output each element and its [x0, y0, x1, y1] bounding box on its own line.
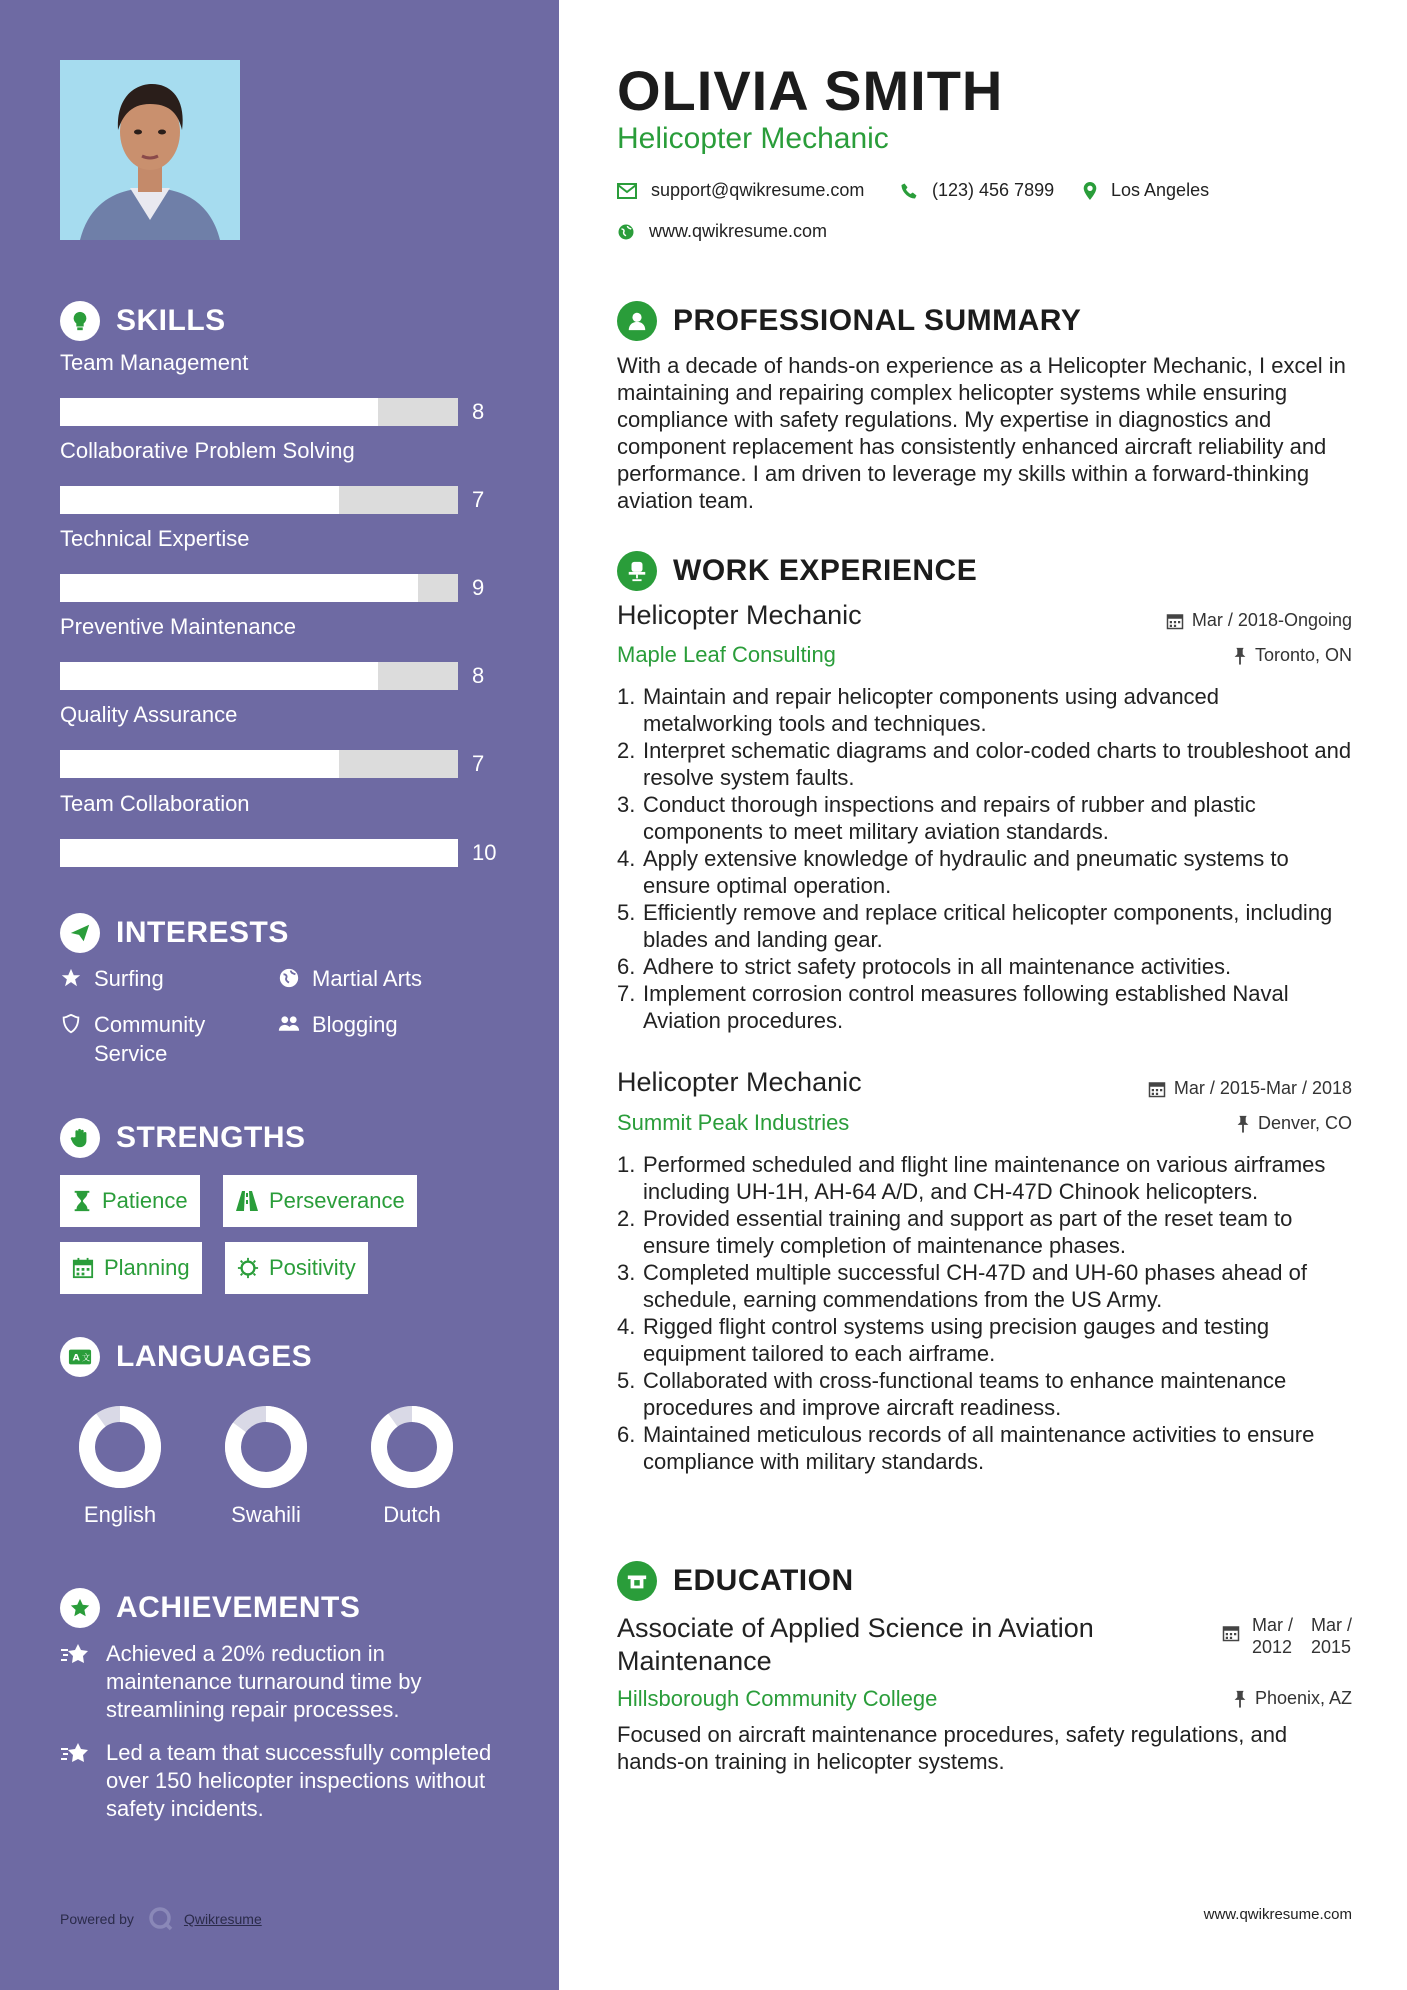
job-bullet — [617, 899, 1352, 953]
star-burst-icon — [60, 1741, 90, 1823]
language-name: Swahili — [231, 1502, 301, 1527]
bullet-text: Performed scheduled and flight line maintenance on various airframes including UH-1H, AH-64 A/D, and CH-47D Chinook helicopters. — [643, 1152, 1326, 1204]
education-header — [617, 1560, 854, 1602]
skill-bar — [60, 839, 458, 867]
skill-bar — [60, 486, 458, 514]
skill-name: Technical Expertise — [60, 526, 250, 551]
job-bullet — [617, 845, 1352, 899]
bullet-number: 6. — [617, 954, 636, 979]
skill-level: 7 — [472, 751, 485, 776]
job-bullet — [617, 737, 1352, 791]
job-bullet — [617, 953, 1352, 980]
bullet-text: Completed multiple successful CH-47D and UH-60 phases ahead of schedule, earning commendations from the US Army. — [643, 1260, 1308, 1312]
job-bullet — [617, 1259, 1352, 1313]
language-name: Dutch — [383, 1502, 441, 1527]
powered-by-label: Powered by — [60, 1911, 134, 1927]
hand-icon — [60, 1118, 100, 1158]
candidate-role: Helicopter Mechanic — [617, 122, 889, 155]
bullet-text: Apply extensive knowledge of hydraulic and pneumatic systems to ensure optimal operation. — [643, 846, 1289, 898]
bullet-text: Rigged flight control systems using precision gauges and testing equipment tailored to each airframe. — [643, 1314, 1270, 1366]
skill-level: 8 — [472, 399, 485, 424]
skill-bar-fill — [60, 398, 378, 426]
summary-text: With a decade of hands-on experience as a Helicopter Mechanic, I excel in maintaining and repairing complex helicopter systems while ensuring compliance with safety regulations. My expertise in diagnostics and component replacement has consistently enhanced aircraft reliability and performance. I am driven to leverage my skills within a forward-thinking aviation team. — [617, 353, 1346, 513]
star-icon — [60, 967, 82, 989]
strengths-header — [60, 1117, 306, 1159]
globe-icon — [278, 967, 300, 989]
skill-name: Quality Assurance — [60, 702, 238, 727]
bullet-number: 4. — [617, 846, 636, 871]
calendar-icon — [1148, 1080, 1166, 1098]
skill-item — [60, 350, 520, 424]
contact-email[interactable] — [617, 180, 864, 201]
svg-text:A: A — [72, 1352, 80, 1364]
skill-bar — [60, 662, 458, 690]
email-text: support@qwikresume.com — [651, 180, 865, 200]
svg-text:文: 文 — [81, 1352, 91, 1363]
bullet-text: Adhere to strict safety protocols in all maintenance activities. — [643, 954, 1232, 979]
skills-title: SKILLS — [116, 304, 226, 337]
bullet-number: 1. — [617, 1152, 636, 1177]
qwikresume-logo-icon — [148, 1906, 174, 1932]
job-dates — [1166, 610, 1352, 631]
job-dates-text: Mar / 2015-Mar / 2018 — [1173, 1078, 1352, 1098]
job-company: Maple Leaf Consulting — [617, 642, 836, 667]
job-dates-text: Mar / 2018-Ongoing — [1191, 610, 1352, 630]
skill-bar-fill — [60, 839, 458, 867]
bullet-text: Conduct thorough inspections and repairs of rubber and plastic components to meet military aviation standards. — [643, 792, 1256, 844]
skill-bar-fill — [60, 662, 378, 690]
skill-bar — [60, 574, 458, 602]
education-title: EDUCATION — [673, 1564, 854, 1597]
education-end — [1311, 1614, 1352, 1658]
bullet-number: 4. — [617, 1314, 636, 1339]
bullet-number: 2. — [617, 1206, 636, 1231]
qwikresume-link[interactable]: Qwikresume — [183, 1911, 262, 1927]
languages-header — [60, 1336, 312, 1378]
website-text: www.qwikresume.com — [649, 221, 828, 241]
strength-label: Positivity — [269, 1255, 356, 1280]
language-ring — [367, 1402, 457, 1492]
job-bullet — [617, 791, 1352, 845]
strength-badge — [225, 1242, 368, 1294]
end-year: 2015 — [1310, 1637, 1352, 1657]
language-ring — [75, 1402, 165, 1492]
job-bullet — [617, 1151, 1352, 1205]
education-start — [1252, 1614, 1293, 1658]
languages-title: LANGUAGES — [116, 1340, 313, 1373]
bullet-text: Efficiently remove and replace critical helicopter components, including blades and landing gear. — [643, 900, 1333, 952]
bullet-number: 1. — [617, 684, 636, 709]
start-year: 2012 — [1251, 1637, 1293, 1657]
interests-header — [60, 912, 289, 954]
graduation-icon — [617, 1561, 657, 1601]
interest-item — [278, 1010, 398, 1039]
users-icon — [278, 1013, 300, 1035]
job-bullet — [617, 1367, 1352, 1421]
envelope-icon — [617, 183, 637, 199]
language-icon — [60, 1337, 100, 1377]
education-dates — [1222, 1614, 1352, 1658]
language-item — [206, 1402, 326, 1528]
job-location-text: Denver, CO — [1257, 1113, 1352, 1133]
profile-photo — [60, 60, 240, 240]
bullet-number: 6. — [617, 1422, 636, 1447]
job-dates — [1148, 1078, 1352, 1099]
end-month: Mar / — [1310, 1615, 1352, 1635]
calendar-icon — [1166, 612, 1184, 630]
summary-header — [617, 300, 1081, 342]
contact-phone[interactable] — [900, 180, 1054, 201]
school-name: Hillsborough Community College — [617, 1686, 938, 1711]
strength-badge — [60, 1242, 202, 1294]
skill-name: Team Management — [60, 350, 249, 375]
summary-title: PROFESSIONAL SUMMARY — [673, 304, 1082, 337]
sidebar — [0, 0, 559, 1990]
job-bullet-list — [617, 683, 1352, 1034]
strength-label: Patience — [102, 1188, 188, 1213]
job-location — [1233, 645, 1352, 666]
language-name: English — [83, 1502, 157, 1527]
bullet-number: 7. — [617, 981, 636, 1006]
skill-level: 10 — [472, 840, 497, 865]
interest-label: Martial Arts — [312, 966, 423, 991]
experience-header — [617, 550, 977, 592]
skill-bar — [60, 398, 458, 426]
bullet-text: Interpret schematic diagrams and color-coded charts to troubleshoot and resolve system faults. — [643, 738, 1352, 790]
portrait-image — [60, 60, 240, 240]
degree-line: Associate of Applied Science in Aviation — [617, 1613, 1094, 1643]
phone-icon — [900, 182, 918, 200]
achievement-item — [60, 1640, 500, 1724]
road-icon — [235, 1190, 259, 1212]
calendar-icon — [1222, 1624, 1240, 1642]
achievements-title: ACHIEVEMENTS — [116, 1591, 361, 1624]
strength-label: Planning — [104, 1255, 190, 1280]
skill-name: Team Collaboration — [60, 791, 250, 816]
language-item — [352, 1402, 472, 1528]
skill-name: Preventive Maintenance — [60, 614, 297, 639]
lightbulb-icon — [60, 301, 100, 341]
job-bullet-list — [617, 1151, 1352, 1475]
experience-title: WORK EXPERIENCE — [673, 554, 978, 587]
job-bullet — [617, 683, 1352, 737]
degree-line: Maintenance — [617, 1646, 772, 1676]
job-bullet — [617, 1205, 1352, 1259]
bullet-text: Provided essential training and support as part of the reset team to ensure timely completion of maintenance phases. — [643, 1206, 1293, 1258]
strength-badge — [60, 1175, 200, 1227]
location-text: Los Angeles — [1111, 180, 1210, 200]
bullet-number: 3. — [617, 1260, 636, 1285]
job-location — [1236, 1113, 1352, 1134]
candidate-name: OLIVIA SMITH — [617, 59, 1004, 122]
job-bullet — [617, 1421, 1352, 1475]
map-pin-icon — [1083, 182, 1097, 200]
calendar-icon — [72, 1257, 94, 1279]
skills-header — [60, 300, 226, 342]
start-month: Mar / — [1251, 1615, 1293, 1635]
degree-title — [617, 1612, 1094, 1678]
job-title: Helicopter Mechanic — [617, 1067, 862, 1097]
paper-plane-icon — [60, 913, 100, 953]
skill-bar-fill — [60, 750, 339, 778]
phone-text: (123) 456 7899 — [932, 180, 1055, 200]
bullet-text: Maintained meticulous records of all maintenance activities to ensure compliance with military standards. — [643, 1422, 1315, 1474]
strengths-title: STRENGTHS — [116, 1121, 306, 1154]
job-bullet — [617, 980, 1352, 1034]
bullet-number: 5. — [617, 1368, 636, 1393]
pin-icon — [1233, 647, 1247, 665]
achievements-header — [60, 1587, 360, 1629]
skill-item — [60, 614, 520, 688]
skill-bar-fill — [60, 574, 418, 602]
interest-label: Surfing — [94, 966, 164, 991]
skill-item — [60, 526, 520, 600]
bullet-number: 3. — [617, 792, 636, 817]
skill-item — [60, 791, 520, 865]
job-title: Helicopter Mechanic — [617, 600, 862, 630]
pin-icon — [1236, 1115, 1250, 1133]
achievement-item — [60, 1739, 500, 1823]
footer-url[interactable]: www.qwikresume.com — [1203, 1906, 1352, 1923]
skill-item — [60, 702, 520, 776]
bullet-text: Maintain and repair helicopter components using advanced metalworking tools and techniques. — [643, 684, 1220, 736]
powered-by — [60, 1906, 262, 1932]
skill-bar — [60, 750, 458, 778]
achievement-text: Achieved a 20% reduction in maintenance turnaround time by streamlining repair processes. — [106, 1641, 422, 1722]
school-location-text: Phoenix, AZ — [1254, 1688, 1352, 1708]
job-location-text: Toronto, ON — [1254, 645, 1352, 665]
interest-label: Community Service — [94, 1012, 206, 1066]
interest-label: Blogging — [312, 1012, 398, 1037]
school-location — [1233, 1688, 1352, 1709]
strength-badge — [223, 1175, 417, 1227]
bullet-text: Implement corrosion control measures following established Naval Aviation procedures. — [643, 981, 1289, 1033]
strength-label: Perseverance — [269, 1188, 405, 1213]
education-description: Focused on aircraft maintenance procedures, safety regulations, and hands-on training in helicopter systems. — [617, 1722, 1288, 1774]
skill-bar-fill — [60, 486, 339, 514]
award-icon — [60, 1588, 100, 1628]
bullet-text: Collaborated with cross-functional teams to enhance maintenance procedures and improve aircraft readiness. — [643, 1368, 1287, 1420]
interest-item — [278, 964, 422, 993]
interests-title: INTERESTS — [116, 916, 289, 949]
globe-icon — [617, 223, 635, 241]
briefcase-chair-icon — [617, 551, 657, 591]
shield-icon — [60, 1013, 82, 1035]
language-ring — [221, 1402, 311, 1492]
hourglass-icon — [72, 1190, 92, 1212]
sun-icon — [237, 1257, 259, 1279]
contact-location — [1083, 180, 1209, 201]
skill-level: 9 — [472, 575, 485, 600]
job-bullet — [617, 1313, 1352, 1367]
bullet-number: 2. — [617, 738, 636, 763]
bullet-number: 5. — [617, 900, 636, 925]
language-item — [60, 1402, 180, 1528]
skill-name: Collaborative Problem Solving — [60, 438, 355, 463]
interest-item — [60, 964, 164, 993]
achievement-text: Led a team that successfully completed over 150 helicopter inspections without safety incidents. — [106, 1740, 492, 1821]
skill-item — [60, 438, 520, 512]
skill-level: 7 — [472, 487, 485, 512]
user-icon — [617, 301, 657, 341]
pin-icon — [1233, 1690, 1247, 1708]
job-company: Summit Peak Industries — [617, 1110, 850, 1135]
skill-level: 8 — [472, 663, 485, 688]
star-burst-icon — [60, 1642, 90, 1724]
interest-item — [60, 1010, 230, 1068]
contact-website[interactable] — [617, 221, 827, 242]
